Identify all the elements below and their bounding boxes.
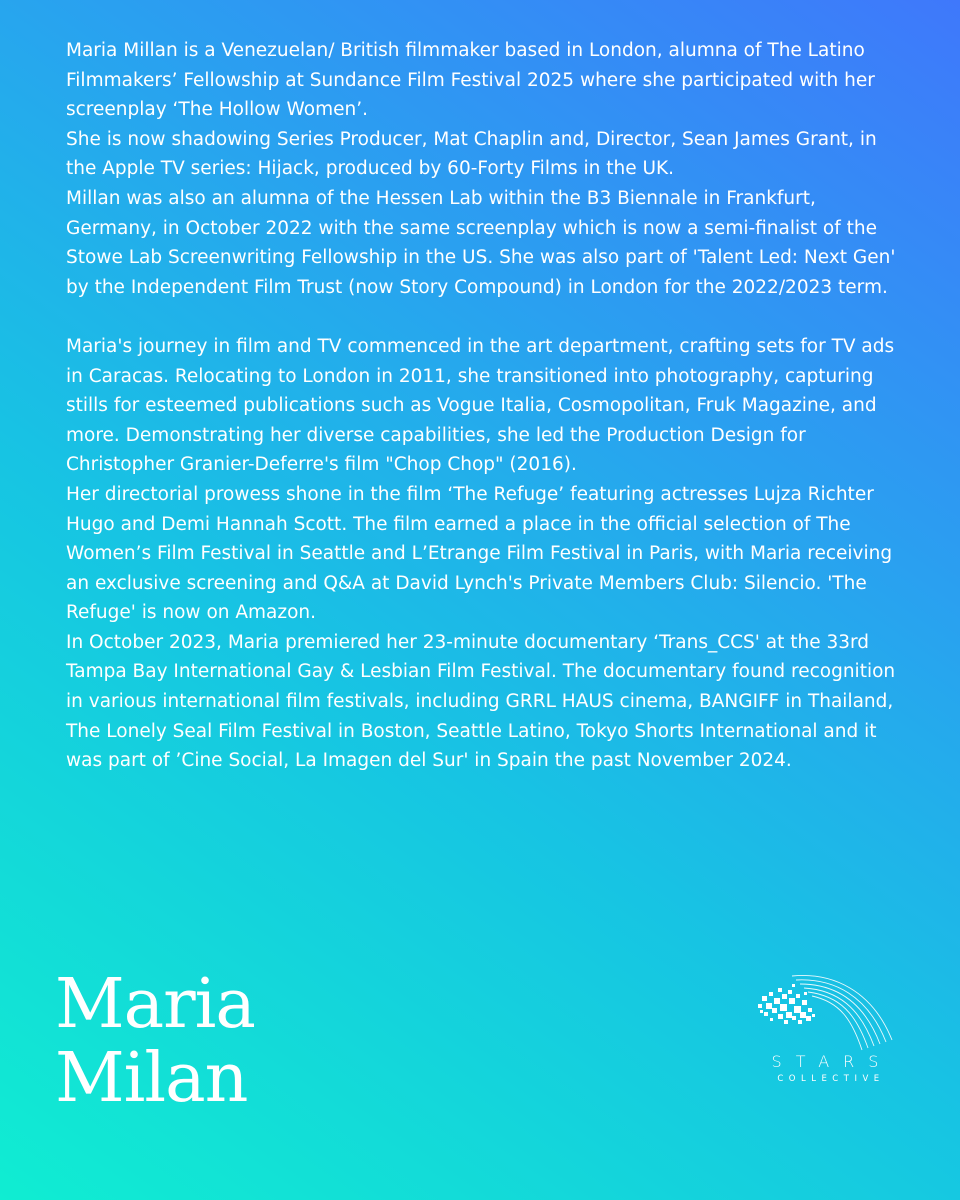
stars-collective-logo-icon xyxy=(752,970,902,1052)
logo-subtitle: COLLECTIVE xyxy=(777,1074,885,1084)
bio-paragraph: In October 2023, Maria premiered her 23-minute documentary ‘Trans_CCS' at the 33rd Tampa Bay International Gay & Lesbian Film Festival. The documentary found recognition in various international film festivals, including GRRL HAUS cinema, BANGIFF in Thailand, The Lonely Seal Film Festival in Boston, Seattle Latino, Tokyo Shorts International and it was part of ’Cine Social, La Imagen del Sur' in Spain the past November 2024. xyxy=(66,631,896,772)
logo-wordmark: STARS xyxy=(771,1052,893,1071)
bio-paragraph: She is now shadowing Series Producer, Mat Chaplin and, Director, Sean James Grant, in the Apple TV series: Hijack, produced by 60-Forty Films in the UK. xyxy=(66,128,877,180)
stars-collective-logo xyxy=(752,970,902,1100)
person-name xyxy=(55,965,255,1118)
paragraph-spacer xyxy=(66,302,896,332)
name-last: Milan xyxy=(55,1039,248,1118)
bio-paragraph: Her directorial prowess shone in the film ‘The Refuge’ featuring actresses Lujza Richter Hugo and Demi Hannah Scott. The film earned a place in the official selection of The Women’s Film Festival in Seattle and L’Etrange Film Festival in Paris, with Maria receiving an exclusive screening and Q&A at David Lynch's Private Members Club: Silencio. 'The Refuge' is now on Amazon. xyxy=(66,483,893,624)
bio-text xyxy=(66,36,896,776)
bio-paragraph: Millan was also an alumna of the Hessen Lab within the B3 Biennale in Frankfurt, Germany, in October 2022 with the same screenplay which is now a semi-finalist of the Stowe Lab Screenwriting Fellowship in the US. She was also part of 'Talent Led: Next Gen' by the Independent Film Trust (now Story Compound) in London for the 2022/2023 term. xyxy=(66,187,896,298)
bio-paragraph: Maria Millan is a Venezuelan/ British filmmaker based in London, alumna of The Latino Filmmakers’ Fellowship at Sundance Film Festival 2025 where she participated with her screenplay ‘The Hollow Women’. xyxy=(66,40,875,121)
name-first: Maria xyxy=(55,965,255,1044)
bio-paragraph: Maria's journey in film and TV commenced in the art department, crafting sets for TV ads in Caracas. Relocating to London in 2011, she transitioned into photography, capturing stills for esteemed publications such as Vogue Italia, Cosmopolitan, Fruk Magazine, and more. Demonstrating her diverse capabilities, she led the Production Design for Christopher Granier-Deferre's film "Chop Chop" (2016). xyxy=(66,335,895,476)
